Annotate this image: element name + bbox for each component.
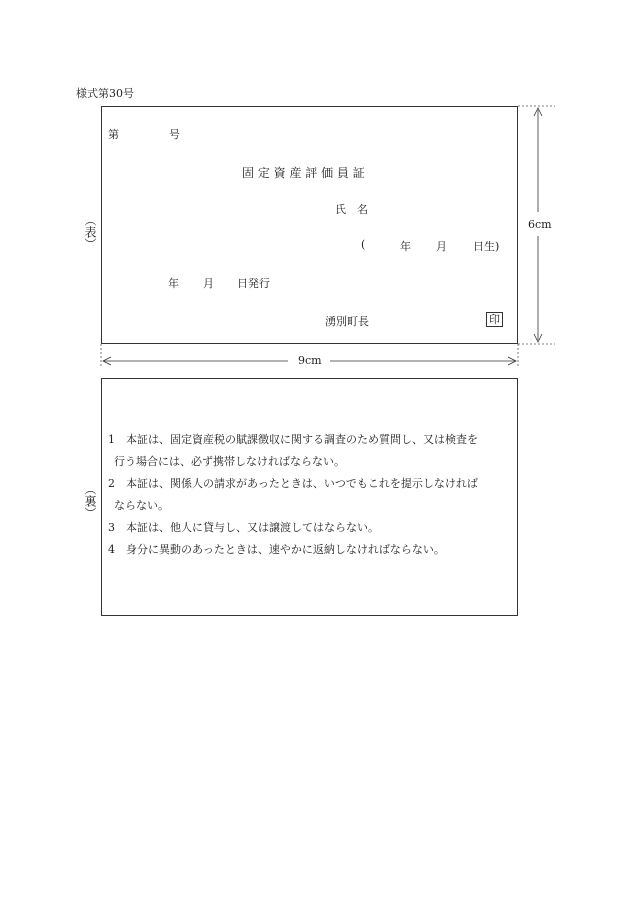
card-front — [101, 106, 518, 344]
note-number: 2 — [108, 477, 115, 490]
height-dimension: 6cm — [528, 218, 552, 231]
card-back — [101, 378, 518, 616]
seal-box: 印 — [486, 312, 503, 327]
birth-year: 年 — [400, 240, 411, 253]
note-number: 1 — [108, 433, 115, 446]
birth-open: ( — [361, 238, 366, 251]
note-2 — [108, 473, 478, 517]
back-side-label: （裏） — [83, 483, 97, 519]
name-label: 氏 名 — [335, 203, 368, 216]
number-prefix: 第 — [108, 128, 119, 141]
birth-month: 月 — [436, 240, 447, 253]
card-title: 固 定 資 産 評 価 員 証 — [242, 166, 365, 180]
issue-year: 年 — [168, 277, 179, 290]
form-number: 様式第30号 — [76, 87, 134, 100]
note-text: 本証は、固定資産税の賦課徴収に関する調査のため質問し、又は検査を — [126, 433, 478, 446]
note-text-cont: 行う場合には、必ず携帯しなければならない。 — [114, 455, 345, 468]
note-text: 本証は、他人に貸与し、又は譲渡してはならない。 — [126, 521, 379, 534]
note-text: 身分に異動のあったときは、速やかに返納しなければならない。 — [126, 543, 445, 556]
note-number: 3 — [108, 521, 115, 534]
width-dimension: 9cm — [298, 354, 322, 367]
birth-day: 日生) — [473, 240, 500, 253]
note-1 — [108, 429, 478, 473]
issuer: 湧別町長 — [325, 315, 369, 328]
front-side-label: （表） — [83, 214, 97, 250]
note-text-cont: ならない。 — [114, 499, 169, 512]
note-3 — [108, 517, 379, 539]
number-suffix: 号 — [169, 128, 180, 141]
issue-day: 日発行 — [237, 277, 270, 290]
note-number: 4 — [108, 543, 115, 556]
note-text: 本証は、関係人の請求があったときは、いつでもこれを提示しなければ — [126, 477, 478, 490]
issue-month: 月 — [203, 277, 214, 290]
note-4 — [108, 539, 445, 561]
